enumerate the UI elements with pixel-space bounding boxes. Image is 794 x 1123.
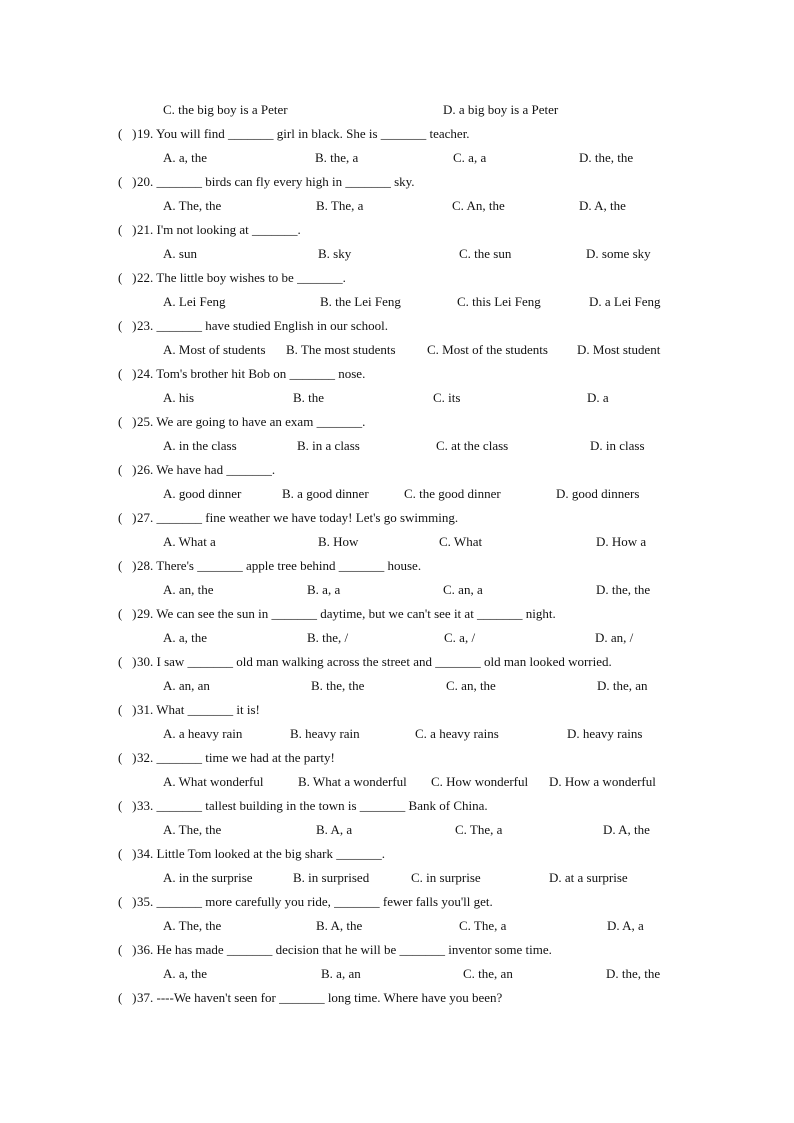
options-row xyxy=(0,580,794,600)
question-line xyxy=(0,412,794,432)
option-b: B. What a wonderful xyxy=(298,774,407,789)
options-row xyxy=(0,532,794,552)
option-d: D. heavy rains xyxy=(567,726,643,741)
question-text: 23. _______ have studied English in our school. xyxy=(137,318,388,333)
option-b: B. in a class xyxy=(297,438,360,453)
option-d: D. a xyxy=(587,390,609,405)
options-row xyxy=(0,148,794,168)
options-row xyxy=(0,244,794,264)
option-a: A. Most of students xyxy=(163,342,266,357)
answer-blank-paren: ( ) xyxy=(118,702,137,717)
answer-blank-paren: ( ) xyxy=(118,990,137,1005)
option-a: A. his xyxy=(163,390,195,405)
question-text: 35. _______ more carefully you ride, _______ fewer falls you'll get. xyxy=(137,894,493,909)
option-a: A. in the surprise xyxy=(163,870,253,885)
question-line xyxy=(0,124,794,144)
option-a: A. an, an xyxy=(163,678,210,693)
answer-blank-paren: ( ) xyxy=(118,558,137,573)
question-line xyxy=(0,844,794,864)
option-a: A. a, the xyxy=(163,150,208,165)
option-b: B. A, the xyxy=(316,918,363,933)
option-d: D. the, the xyxy=(596,582,651,597)
question-text: 26. We have had _______. xyxy=(137,462,276,477)
answer-blank-paren: ( ) xyxy=(118,414,137,429)
question-line xyxy=(0,748,794,768)
option-a: A. good dinner xyxy=(163,486,242,501)
option-b: B. How xyxy=(318,534,359,549)
answer-blank-paren: ( ) xyxy=(118,126,137,141)
question-text: 36. He has made _______ decision that he will be _______ inventor some time. xyxy=(137,942,552,957)
question-text: 25. We are going to have an exam _______. xyxy=(137,414,366,429)
option-b: B. The, a xyxy=(316,198,364,213)
options-row xyxy=(0,772,794,792)
option-b: B. A, a xyxy=(316,822,353,837)
continued-options-row xyxy=(0,100,794,120)
options-row xyxy=(0,292,794,312)
option-a: A. a heavy rain xyxy=(163,726,243,741)
options-row xyxy=(0,436,794,456)
option-d: D. an, / xyxy=(595,630,634,645)
options-row xyxy=(0,196,794,216)
option-b: B. sky xyxy=(318,246,352,261)
question-line xyxy=(0,220,794,240)
answer-blank-paren: ( ) xyxy=(118,270,137,285)
answer-blank-paren: ( ) xyxy=(118,798,137,813)
option-d: D. some sky xyxy=(586,246,651,261)
question-line xyxy=(0,652,794,672)
answer-blank-paren: ( ) xyxy=(118,366,137,381)
option-d: D. a Lei Feng xyxy=(589,294,661,309)
option-d: D. at a surprise xyxy=(549,870,628,885)
options-row xyxy=(0,484,794,504)
option-a: A. What a xyxy=(163,534,216,549)
question-line xyxy=(0,172,794,192)
answer-blank-paren: ( ) xyxy=(118,462,137,477)
option-d: D. How a xyxy=(596,534,647,549)
answer-blank-paren: ( ) xyxy=(118,606,137,621)
option-c: C. Most of the students xyxy=(427,342,548,357)
option-a: A. sun xyxy=(163,246,197,261)
option-a: A. The, the xyxy=(163,198,222,213)
options-row xyxy=(0,676,794,696)
question-line xyxy=(0,940,794,960)
answer-blank-paren: ( ) xyxy=(118,894,137,909)
option-d: D. good dinners xyxy=(556,486,640,501)
option-c: C. How wonderful xyxy=(431,774,529,789)
option-a: A. The, the xyxy=(163,918,222,933)
option-c: C. the, an xyxy=(463,966,513,981)
option-a: A. a, the xyxy=(163,630,208,645)
option-c: C. in surprise xyxy=(411,870,481,885)
answer-blank-paren: ( ) xyxy=(118,222,137,237)
option-b: B. a good dinner xyxy=(282,486,369,501)
option-d: D. How a wonderful xyxy=(549,774,656,789)
question-line xyxy=(0,604,794,624)
options-row xyxy=(0,628,794,648)
option-b: B. in surprised xyxy=(293,870,370,885)
question-text: 34. Little Tom looked at the big shark _______. xyxy=(137,846,385,861)
question-text: 30. I saw _______ old man walking across the street and _______ old man looked worried. xyxy=(137,654,612,669)
answer-blank-paren: ( ) xyxy=(118,750,137,765)
question-line xyxy=(0,316,794,336)
option-a: A. an, the xyxy=(163,582,214,597)
question-text: 28. There's _______ apple tree behind _______ house. xyxy=(137,558,422,573)
answer-blank-paren: ( ) xyxy=(118,174,137,189)
option-a: A. Lei Feng xyxy=(163,294,226,309)
question-text: 22. The little boy wishes to be _______. xyxy=(137,270,346,285)
options-row xyxy=(0,820,794,840)
answer-blank-paren: ( ) xyxy=(118,942,137,957)
option-b: B. a, an xyxy=(321,966,361,981)
option-c: C. the big boy is a Peter xyxy=(163,102,288,117)
option-b: B. the, the xyxy=(311,678,365,693)
answer-blank-paren: ( ) xyxy=(118,654,137,669)
question-text: 19. You will find _______ girl in black. She is _______ teacher. xyxy=(137,126,470,141)
question-text: 21. I'm not looking at _______. xyxy=(137,222,301,237)
question-text: 31. What _______ it is! xyxy=(137,702,260,717)
option-c: C. its xyxy=(433,390,461,405)
option-b: B. the xyxy=(293,390,325,405)
option-d: D. A, the xyxy=(603,822,650,837)
answer-blank-paren: ( ) xyxy=(118,510,137,525)
question-text: 20. _______ birds can fly every high in _______ sky. xyxy=(137,174,415,189)
option-c: C. What xyxy=(439,534,483,549)
question-text: 32. _______ time we had at the party! xyxy=(137,750,335,765)
question-line xyxy=(0,556,794,576)
option-d: D. the, the xyxy=(579,150,634,165)
options-row xyxy=(0,340,794,360)
option-d: D. A, a xyxy=(607,918,644,933)
option-c: C. at the class xyxy=(436,438,509,453)
option-c: C. The, a xyxy=(455,822,503,837)
option-c: C. a heavy rains xyxy=(415,726,499,741)
answer-blank-paren: ( ) xyxy=(118,846,137,861)
option-d: D. Most student xyxy=(577,342,661,357)
option-d: D. A, the xyxy=(579,198,626,213)
options-row xyxy=(0,724,794,744)
question-line xyxy=(0,460,794,480)
option-c: C. a, / xyxy=(444,630,476,645)
option-c: C. an, the xyxy=(446,678,496,693)
option-d: D. in class xyxy=(590,438,645,453)
options-row xyxy=(0,388,794,408)
question-line xyxy=(0,700,794,720)
option-c: C. the good dinner xyxy=(404,486,501,501)
option-c: C. a, a xyxy=(453,150,487,165)
option-b: B. heavy rain xyxy=(290,726,360,741)
option-b: B. the Lei Feng xyxy=(320,294,401,309)
options-row xyxy=(0,916,794,936)
question-line xyxy=(0,508,794,528)
question-line xyxy=(0,988,794,1008)
question-text: 37. ----We haven't seen for _______ long time. Where have you been? xyxy=(137,990,503,1005)
option-d: D. a big boy is a Peter xyxy=(443,102,559,117)
option-d: D. the, an xyxy=(597,678,648,693)
option-a: A. in the class xyxy=(163,438,237,453)
option-c: C. an, a xyxy=(443,582,483,597)
question-line xyxy=(0,364,794,384)
options-row xyxy=(0,964,794,984)
option-a: A. The, the xyxy=(163,822,222,837)
question-line xyxy=(0,268,794,288)
option-c: C. this Lei Feng xyxy=(457,294,541,309)
question-text: 33. _______ tallest building in the town is _______ Bank of China. xyxy=(137,798,488,813)
option-a: A. What wonderful xyxy=(163,774,264,789)
answer-blank-paren: ( ) xyxy=(118,318,137,333)
question-line xyxy=(0,892,794,912)
option-c: C. An, the xyxy=(452,198,505,213)
option-b: B. the, / xyxy=(307,630,349,645)
question-line xyxy=(0,796,794,816)
option-b: B. the, a xyxy=(315,150,359,165)
option-b: B. a, a xyxy=(307,582,341,597)
question-text: 29. We can see the sun in _______ daytime, but we can't see it at _______ night. xyxy=(137,606,556,621)
option-b: B. The most students xyxy=(286,342,396,357)
option-d: D. the, the xyxy=(606,966,661,981)
option-c: C. The, a xyxy=(459,918,507,933)
question-text: 27. _______ fine weather we have today! Let's go swimming. xyxy=(137,510,459,525)
option-a: A. a, the xyxy=(163,966,208,981)
question-text: 24. Tom's brother hit Bob on _______ nose. xyxy=(137,366,366,381)
option-c: C. the sun xyxy=(459,246,512,261)
options-row xyxy=(0,868,794,888)
